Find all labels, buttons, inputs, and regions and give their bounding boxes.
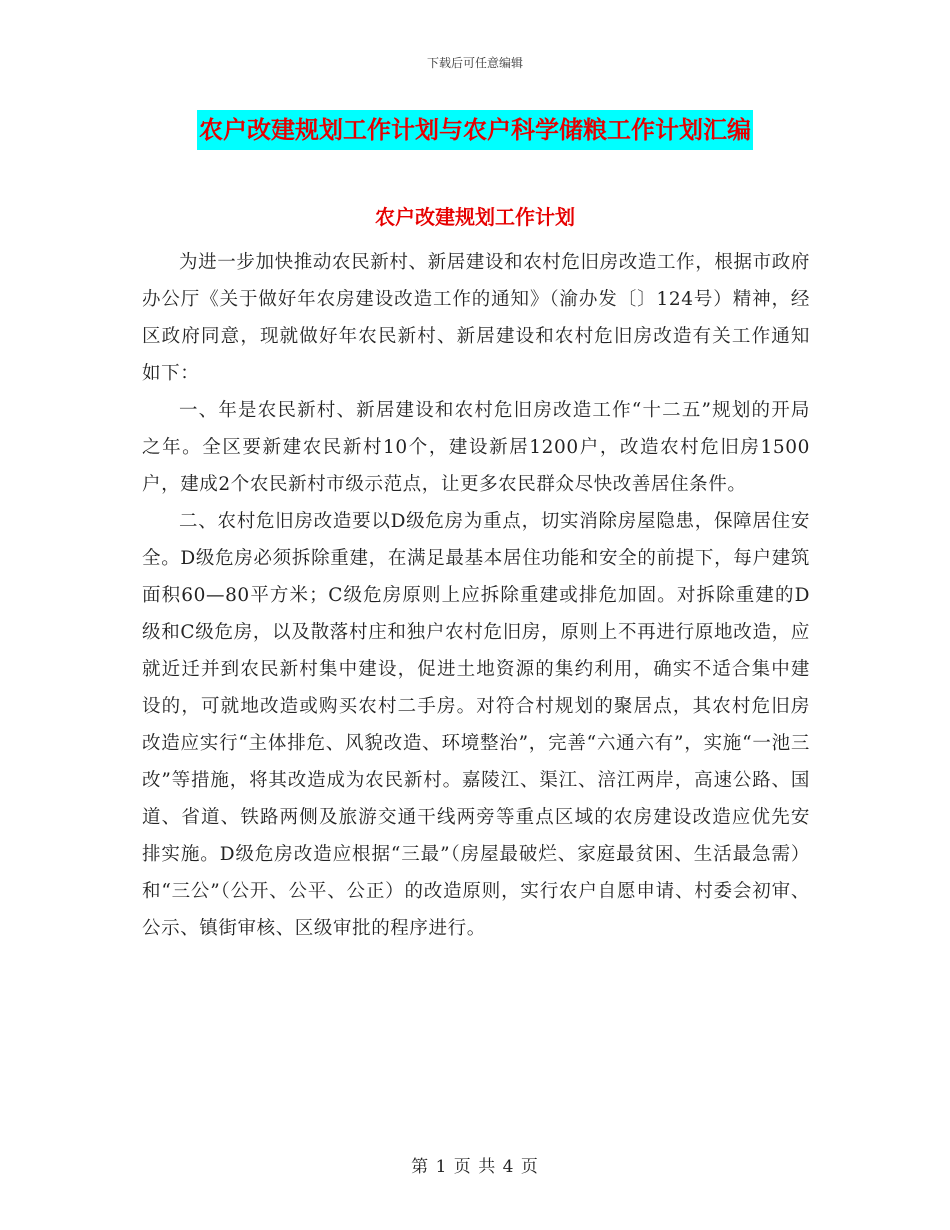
header-note: 下载后可任意编辑 [426,56,523,70]
paragraph-item-1: 一、年是农民新村、新居建设和农村危旧房改造工作“十二五”规划的开局之年。全区要新建农民新村10个，建设新居1200户，改造农村危旧房1500户，建成2个农民新村市级示范点，让更多农民群众尽快改善居住条件。 [142,400,810,495]
body-text [142,244,810,947]
page-number-footer: 第 1 页 共 4 页 [411,1157,539,1177]
paragraph-intro: 为进一步加快推动农民新村、新居建设和农村危旧房改造工作，根据市政府办公厅《关于做好年农房建设改造工作的通知》（渝办发〔〕124号）精神，经区政府同意，现就做好年农民新村、新居建设和农村危旧房改造有关工作通知如下： [142,252,810,384]
document-title-container [0,110,950,150]
paragraph-item-2: 二、农村危旧房改造要以D级危房为重点，切实消除房屋隐患，保障居住安全。D级危房必须拆除重建，在满足最基本居住功能和安全的前提下，每户建筑面积60—80平方米；C级危房原则上应拆除重建或排危加固。对拆除重建的D级和C级危房，以及散落村庄和独户农村危旧房，原则上不再进行原地改造，应就近迁并到农民新村集中建设，促进土地资源的集约利用，确实不适合集中建设的，可就地改造或购买农村二手房。对符合村规划的聚居点，其农村危旧房改造应实行“主体排危、风貌改造、环境整治”，完善“六通六有”，实施“一池三改”等措施，将其改造成为农民新村。嘉陵江、渠江、涪江两岸，高速公路、国道、省道、铁路两侧及旅游交通干线两旁等重点区域的农房建设改造应优先安排实施。D级危房改造应根据“三最”（房屋最破烂、家庭最贫困、生活最急需）和“三公”（公开、公平、公正）的改造原则，实行农户自愿申请、村委会初审、公示、镇街审核、区级审批的程序进行。 [142,511,810,939]
document-title: 农户改建规划工作计划与农户科学储粮工作计划汇编 [197,110,753,150]
section-title: 农户改建规划工作计划 [375,205,575,229]
